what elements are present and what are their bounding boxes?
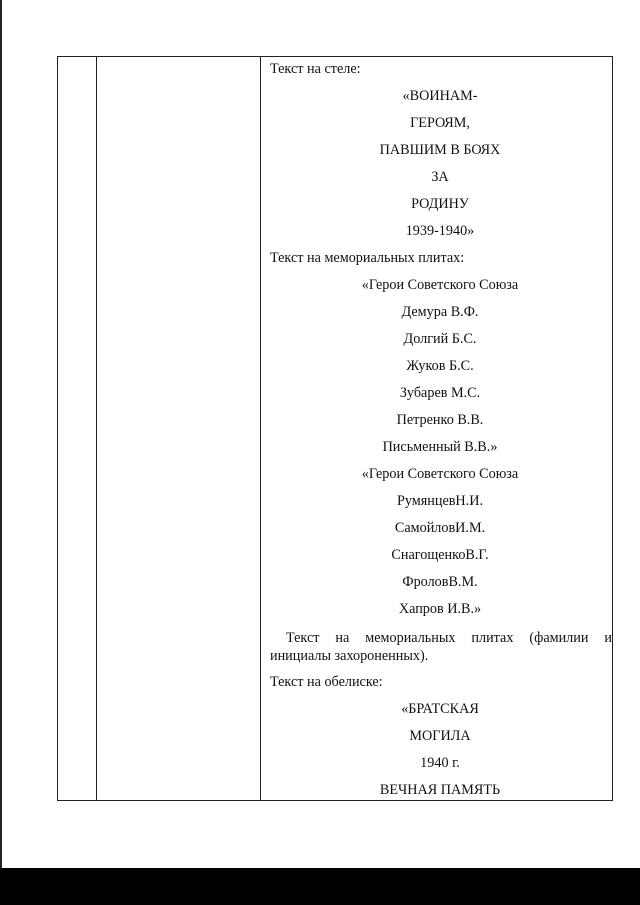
plates-group2-line: СамойловИ.М. [394,520,486,536]
plates-group1-line: Зубарев М.С. [399,385,481,401]
plates-group1-line: Долгий Б.С. [403,331,477,347]
stele-heading: Текст на стеле: [270,61,361,77]
stele-line: ПАВШИМ В БОЯХ [379,142,501,158]
obelisk-heading: Текст на обелиске: [270,674,383,690]
plates-group1-line: «Герои Советского Союза [361,277,519,293]
table-column-divider [96,57,97,800]
stele-line: ЗА [431,169,449,185]
plates-group2-line: ФроловВ.М. [402,574,478,590]
table-column-divider [260,57,261,800]
plates-group2-line: СнагощенкоВ.Г. [391,547,489,563]
scan-bottom-bar [0,868,640,905]
stele-line: «ВОИНАМ- [402,88,478,104]
plates-group2-line: Хапров И.В.» [398,601,482,617]
plates-group1-line: Жуков Б.С. [406,358,474,374]
obelisk-line: «БРАТСКАЯ [401,701,479,717]
plates-heading: Текст на мемориальных плитах: [270,250,465,266]
plates-group1-line: Письменный В.В.» [382,439,498,455]
obelisk-line: МОГИЛА [409,728,471,744]
plates-note: Текст на мемориальных плитах (фамилии и инициалы захороненных). [270,630,612,664]
table-text-cell [268,56,612,804]
stele-line: РОДИНУ [411,196,469,212]
obelisk-line: ВЕЧНАЯ ПАМЯТЬ [379,782,501,798]
page-left-edge [0,0,2,868]
plates-group2-line: РумянцевН.И. [396,493,484,509]
plates-group1-line: Петренко В.В. [396,412,484,428]
stele-line: ГЕРОЯМ, [410,115,470,131]
obelisk-line: 1940 г. [420,755,460,771]
plates-group2-line: «Герои Советского Союза [361,466,519,482]
stele-line: 1939-1940» [405,223,475,239]
plates-group1-line: Демура В.Ф. [401,304,479,320]
